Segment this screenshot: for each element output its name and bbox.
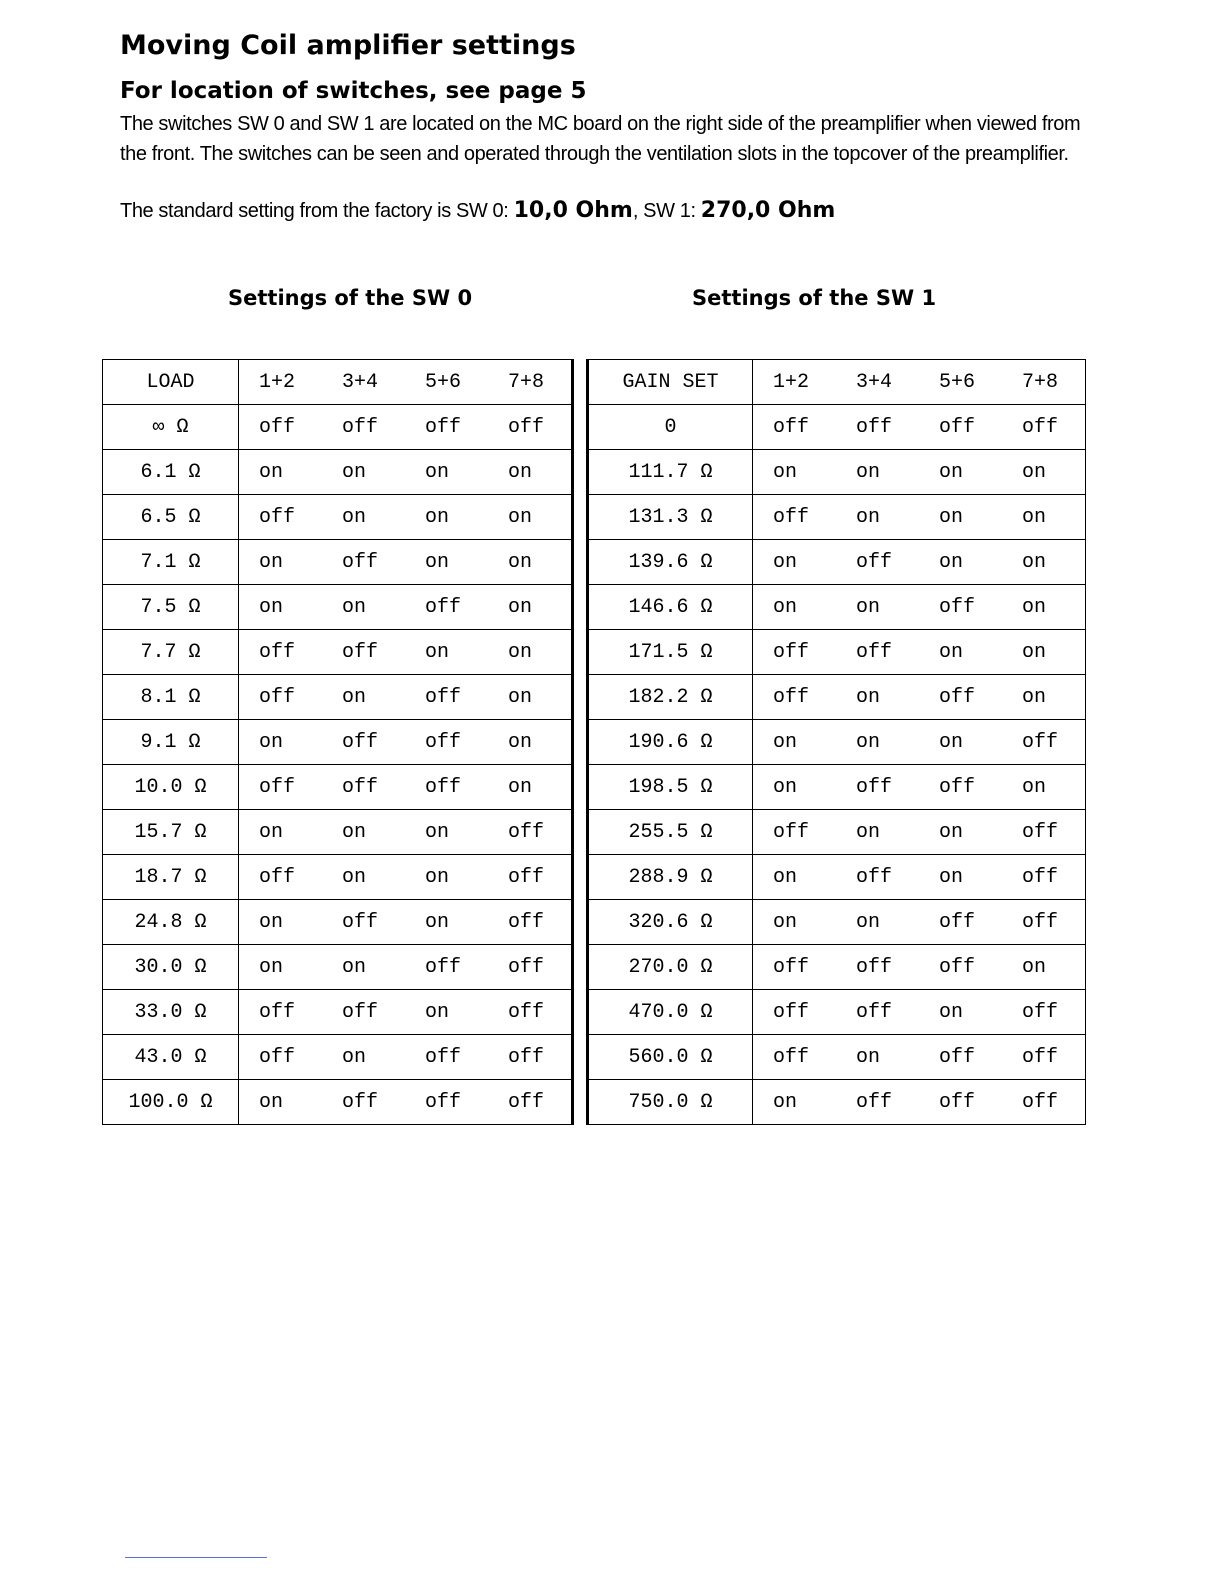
sw0-switch-cell: off (322, 630, 405, 675)
sw1-table-row (588, 585, 1086, 630)
sw1-switch-cell: on (919, 720, 1002, 765)
sw0-switch-cell: on (488, 540, 573, 585)
sw0-switch-cell: off (239, 405, 323, 450)
sw1-table-row (588, 675, 1086, 720)
sw0-switch-cell: off (405, 675, 488, 720)
sw1-switch-cell: on (836, 450, 919, 495)
sw1-value-cell: 750.0 Ω (588, 1080, 753, 1125)
sw0-switch-cell: off (239, 630, 323, 675)
sw0-table-row (103, 990, 573, 1035)
sw1-header-switch: 1+2 (753, 360, 837, 405)
sw1-switch-cell: on (753, 585, 837, 630)
sw0-switch-cell: on (405, 900, 488, 945)
sw0-table-row (103, 945, 573, 990)
sw0-header-switch: 1+2 (239, 360, 323, 405)
sw1-switch-cell: on (753, 720, 837, 765)
sw1-table-row (588, 1080, 1086, 1125)
sw1-value-cell: 131.3 Ω (588, 495, 753, 540)
sw0-value-cell: 30.0 Ω (103, 945, 239, 990)
sw1-value-cell: 470.0 Ω (588, 990, 753, 1035)
sw0-header-row (103, 360, 573, 405)
sw1-table-row (588, 810, 1086, 855)
sw1-value-cell: 0 (588, 405, 753, 450)
sw0-table-row (103, 495, 573, 540)
sw1-switch-cell: on (753, 765, 837, 810)
sw1-value-cell: 288.9 Ω (588, 855, 753, 900)
sw1-value-cell: 182.2 Ω (588, 675, 753, 720)
sw0-switch-cell: off (488, 810, 573, 855)
sw1-switch-cell: off (919, 1080, 1002, 1125)
sw1-table-row (588, 990, 1086, 1035)
sw1-value-cell: 270.0 Ω (588, 945, 753, 990)
sw1-switch-cell: off (1002, 855, 1086, 900)
sw0-table-row (103, 810, 573, 855)
sw0-header-switch: 5+6 (405, 360, 488, 405)
sw1-value-cell: 146.6 Ω (588, 585, 753, 630)
sw1-switch-cell: off (919, 765, 1002, 810)
sw0-switch-cell: off (239, 495, 323, 540)
sw0-value-cell: 33.0 Ω (103, 990, 239, 1035)
sw0-switch-cell: on (239, 540, 323, 585)
sw0-switch-cell: on (239, 810, 323, 855)
sw1-table-row (588, 540, 1086, 585)
sw0-table-row (103, 540, 573, 585)
sw1-switch-cell: off (919, 1035, 1002, 1080)
sw0-value-cell: 8.1 Ω (103, 675, 239, 720)
sw1-table-row (588, 630, 1086, 675)
sw0-switch-cell: off (488, 900, 573, 945)
sw0-table-row (103, 720, 573, 765)
sw0-value-cell: 18.7 Ω (103, 855, 239, 900)
sw1-switch-cell: on (753, 1080, 837, 1125)
sw0-table-row (103, 675, 573, 720)
sw0-switch-cell: off (239, 1035, 323, 1080)
sw0-value-cell: 24.8 Ω (103, 900, 239, 945)
sw0-table-row (103, 855, 573, 900)
sw1-switch-cell: off (753, 1035, 837, 1080)
sw1-value-cell: 171.5 Ω (588, 630, 753, 675)
sw1-table-row (588, 900, 1086, 945)
sw1-header-switch: 7+8 (1002, 360, 1086, 405)
sw1-switch-cell: off (1002, 1080, 1086, 1125)
sw0-value-cell: 7.5 Ω (103, 585, 239, 630)
sw1-switch-cell: on (1002, 450, 1086, 495)
sw1-switch-cell: on (1002, 765, 1086, 810)
sw0-switch-cell: off (239, 990, 323, 1035)
sw1-value-cell: 255.5 Ω (588, 810, 753, 855)
sw1-table-row (588, 405, 1086, 450)
sw0-switch-cell: off (405, 1035, 488, 1080)
standard-middle: , SW 1: (632, 200, 701, 222)
sw1-switch-cell: on (836, 495, 919, 540)
sw0-switch-cell: off (405, 765, 488, 810)
sw1-switch-cell: on (836, 1035, 919, 1080)
sw0-switch-cell: off (405, 1080, 488, 1125)
sw0-table-row (103, 630, 573, 675)
sw1-switch-cell: on (1002, 630, 1086, 675)
sw1-switch-cell: on (919, 540, 1002, 585)
sw0-table-row (103, 450, 573, 495)
sw1-value-cell: 190.6 Ω (588, 720, 753, 765)
sw0-switch-cell: off (239, 765, 323, 810)
sw1-switch-cell: off (1002, 720, 1086, 765)
sw1-switch-cell: off (919, 405, 1002, 450)
sw0-switch-cell: on (322, 450, 405, 495)
sw0-switch-cell: on (239, 1080, 323, 1125)
sw0-switch-cell: on (488, 630, 573, 675)
sw0-switch-cell: on (239, 450, 323, 495)
sw1-switch-cell: on (836, 720, 919, 765)
sw0-switch-cell: on (488, 765, 573, 810)
sw0-value-cell: 15.7 Ω (103, 810, 239, 855)
sw1-switch-cell: off (836, 765, 919, 810)
sw0-switch-cell: off (322, 765, 405, 810)
sw1-switch-cell: off (1002, 405, 1086, 450)
sw0-switch-cell: on (322, 675, 405, 720)
sw0-switch-cell: on (322, 945, 405, 990)
sw0-switch-cell: on (405, 450, 488, 495)
sw1-switch-cell: off (753, 945, 837, 990)
sw0-header-switch: 3+4 (322, 360, 405, 405)
sw1-switch-cell: on (753, 450, 837, 495)
sw0-table-row (103, 405, 573, 450)
sw1-switch-cell: off (919, 675, 1002, 720)
sw1-switch-cell: off (753, 675, 837, 720)
sw1-value-cell: 560.0 Ω (588, 1035, 753, 1080)
sw0-switch-cell: off (405, 720, 488, 765)
sw1-switch-cell: off (1002, 1035, 1086, 1080)
sw1-title: Settings of the SW 1 (692, 286, 937, 310)
sw1-switch-cell: off (919, 585, 1002, 630)
sw1-switch-cell: on (836, 675, 919, 720)
sw0-switch-cell: on (322, 810, 405, 855)
sw0-value-cell: 100.0 Ω (103, 1080, 239, 1125)
standard-prefix: The standard setting from the factory is SW 0: (120, 200, 514, 222)
sw0-switch-cell: off (488, 990, 573, 1035)
sw1-switch-cell: on (1002, 540, 1086, 585)
sw0-switch-cell: off (405, 945, 488, 990)
sw0-switch-cell: on (322, 1035, 405, 1080)
sw0-switch-cell: off (488, 855, 573, 900)
sw1-switch-cell: on (836, 900, 919, 945)
sw1-switch-cell: on (836, 810, 919, 855)
sw0-switch-cell: on (405, 855, 488, 900)
sw0-switch-cell: on (239, 720, 323, 765)
sw0-switch-cell: on (239, 945, 323, 990)
sw1-switch-cell: off (1002, 900, 1086, 945)
sw0-switch-cell: on (405, 990, 488, 1035)
sw1-switch-cell: off (836, 540, 919, 585)
sw1-switch-cell: off (1002, 810, 1086, 855)
sw1-value-cell: 198.5 Ω (588, 765, 753, 810)
sw1-switch-cell: on (1002, 585, 1086, 630)
sw1-header-row (588, 360, 1086, 405)
sw0-table-row (103, 1080, 573, 1125)
sw1-table-row (588, 450, 1086, 495)
sw0-switch-cell: off (322, 990, 405, 1035)
sw1-switch-cell: off (753, 630, 837, 675)
sw1-settings-table (586, 359, 1086, 1125)
sw1-switch-cell: on (1002, 495, 1086, 540)
sw1-switch-cell: off (1002, 990, 1086, 1035)
sw0-default-value: 10,0 Ohm (513, 198, 633, 223)
sw0-value-cell: 7.7 Ω (103, 630, 239, 675)
sw0-header-key: LOAD (103, 360, 239, 405)
sw1-switch-cell: off (836, 945, 919, 990)
sw1-table-row (588, 1035, 1086, 1080)
sw0-table-row (103, 585, 573, 630)
sw0-switch-cell: off (322, 900, 405, 945)
sw0-switch-cell: off (322, 720, 405, 765)
sw0-switch-cell: on (488, 495, 573, 540)
sw0-switch-cell: off (239, 855, 323, 900)
sw0-value-cell: 6.5 Ω (103, 495, 239, 540)
sw0-switch-cell: on (239, 585, 323, 630)
sw0-switch-cell: off (488, 945, 573, 990)
sw1-switch-cell: on (919, 990, 1002, 1035)
sw0-switch-cell: off (405, 405, 488, 450)
sw0-switch-cell: on (488, 720, 573, 765)
sw0-value-cell: ∞ Ω (103, 405, 239, 450)
sw0-switch-cell: on (488, 585, 573, 630)
sw0-settings-table (102, 359, 574, 1125)
sw1-switch-cell: on (919, 450, 1002, 495)
sw1-switch-cell: off (919, 900, 1002, 945)
sw0-title: Settings of the SW 0 (228, 286, 473, 310)
sw0-value-cell: 9.1 Ω (103, 720, 239, 765)
sw0-value-cell: 6.1 Ω (103, 450, 239, 495)
sw1-header-switch: 3+4 (836, 360, 919, 405)
sw0-switch-cell: off (322, 540, 405, 585)
sw0-switch-cell: off (239, 675, 323, 720)
sw1-switch-cell: off (836, 990, 919, 1035)
sw0-switch-cell: off (488, 1035, 573, 1080)
sw1-switch-cell: on (919, 630, 1002, 675)
sw1-default-value: 270,0 Ohm (700, 198, 836, 223)
sw1-switch-cell: on (836, 585, 919, 630)
sw0-switch-cell: on (405, 540, 488, 585)
sw1-switch-cell: off (919, 945, 1002, 990)
sw0-switch-cell: off (488, 1080, 573, 1125)
sw1-value-cell: 111.7 Ω (588, 450, 753, 495)
sw0-switch-cell: on (322, 495, 405, 540)
sw1-switch-cell: on (919, 810, 1002, 855)
description-paragraph: The switches SW 0 and SW 1 are located on the MC board on the right side of the preamplifier when viewed from the front. The switches can be seen and operated through the ventilation slots in the topcover of the preamplifier. (120, 113, 1081, 165)
sw1-switch-cell: on (919, 495, 1002, 540)
sw1-table-row (588, 765, 1086, 810)
sw1-switch-cell: off (836, 630, 919, 675)
sw0-value-cell: 10.0 Ω (103, 765, 239, 810)
sw0-switch-cell: on (322, 855, 405, 900)
sw1-header-switch: 5+6 (919, 360, 1002, 405)
sw0-switch-cell: on (405, 630, 488, 675)
page-title: Moving Coil amplifier settings (120, 30, 576, 61)
sw0-header-switch: 7+8 (488, 360, 573, 405)
standard-setting-line (120, 198, 835, 223)
sw1-header-key: GAIN SET (588, 360, 753, 405)
sw1-table-row (588, 720, 1086, 765)
sw0-switch-cell: on (488, 450, 573, 495)
sw0-switch-cell: on (405, 810, 488, 855)
sw1-switch-cell: on (753, 900, 837, 945)
sw1-switch-cell: off (836, 1080, 919, 1125)
sw0-switch-cell: off (322, 1080, 405, 1125)
sw1-switch-cell: off (753, 990, 837, 1035)
sw1-switch-cell: off (753, 810, 837, 855)
sw0-table-row (103, 1035, 573, 1080)
sw1-switch-cell: on (753, 855, 837, 900)
sw1-switch-cell: off (753, 495, 837, 540)
sw1-table-row (588, 495, 1086, 540)
sw0-switch-cell: on (405, 495, 488, 540)
sw0-switch-cell: off (322, 405, 405, 450)
sw1-value-cell: 320.6 Ω (588, 900, 753, 945)
sw1-switch-cell: off (836, 855, 919, 900)
sw0-switch-cell: off (488, 405, 573, 450)
sw1-table-row (588, 945, 1086, 990)
sw0-switch-cell: on (488, 675, 573, 720)
sw0-value-cell: 43.0 Ω (103, 1035, 239, 1080)
sw1-switch-cell: on (1002, 945, 1086, 990)
section-subtitle: For location of switches, see page 5 (120, 78, 587, 104)
sw0-switch-cell: off (405, 585, 488, 630)
sw1-switch-cell: on (1002, 675, 1086, 720)
sw1-switch-cell: off (836, 405, 919, 450)
footer-rule (125, 1557, 267, 1558)
sw1-switch-cell: off (753, 405, 837, 450)
sw1-switch-cell: on (919, 855, 1002, 900)
sw1-value-cell: 139.6 Ω (588, 540, 753, 585)
sw1-table-row (588, 855, 1086, 900)
sw0-switch-cell: on (322, 585, 405, 630)
sw0-switch-cell: on (239, 900, 323, 945)
sw0-value-cell: 7.1 Ω (103, 540, 239, 585)
sw1-switch-cell: on (753, 540, 837, 585)
sw0-table-row (103, 900, 573, 945)
sw0-table-row (103, 765, 573, 810)
